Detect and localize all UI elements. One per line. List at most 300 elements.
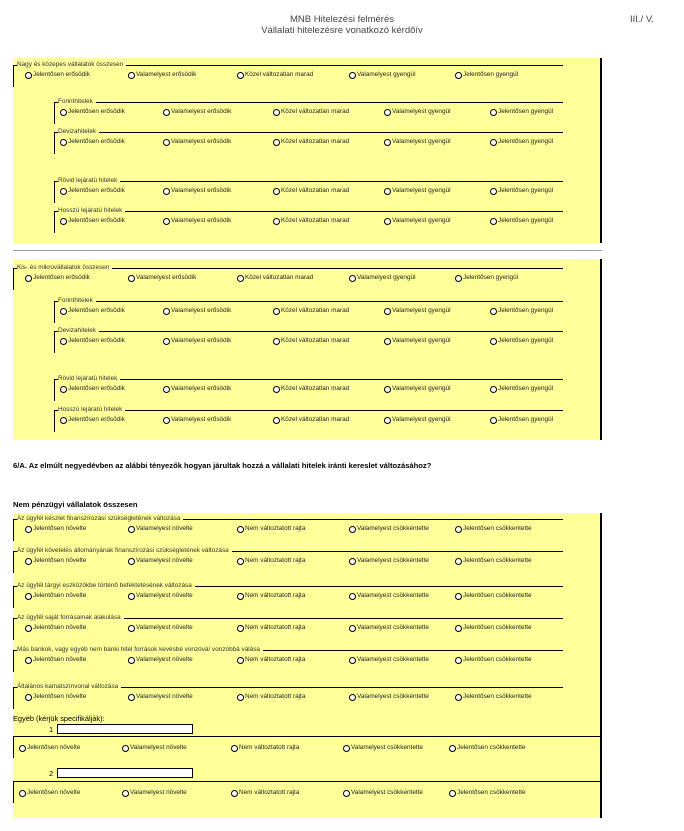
option-label: Valamelyest csökkentette: [357, 525, 429, 532]
group-title: Kis- és mikrovállalatok összesen: [17, 264, 112, 272]
option-label: Jelentősen csökkentette: [463, 557, 532, 564]
group-title: Hosszú lejáratú hitelek: [58, 207, 125, 215]
option-label: Nem változtatott rajta: [239, 744, 300, 751]
option-label: Valamelyest gyengül: [357, 71, 416, 78]
radio-options: [60, 385, 563, 395]
option-s2-sub4-3[interactable]: [273, 416, 349, 424]
option-label: Közel változatlan marad: [281, 385, 350, 392]
group-rule: [54, 379, 55, 401]
option-s2-sub4-4[interactable]: [384, 416, 451, 424]
option-label: Jelentősen gyengül: [498, 138, 554, 145]
radio-icon[interactable]: [163, 109, 170, 116]
option-s1-sub3-4[interactable]: [384, 187, 451, 195]
radio-icon[interactable]: [163, 218, 170, 225]
option-label: Valamelyest erősödik: [171, 385, 232, 392]
option-s2-sub2-2[interactable]: [163, 337, 231, 345]
option-label: Jelentősen csökkentette: [457, 744, 526, 751]
radio-icon[interactable]: [455, 558, 462, 565]
option-s2-sub2-4[interactable]: [384, 337, 451, 345]
option-s1-sub1-2[interactable]: [163, 108, 231, 116]
group-rule: [54, 379, 563, 380]
radio-icon[interactable]: [128, 526, 135, 533]
option-label: Valamelyest gyengül: [392, 108, 451, 115]
radio-icon[interactable]: [490, 417, 497, 424]
radio-options: [60, 307, 563, 317]
radio-icon[interactable]: [60, 338, 67, 345]
radio-icon[interactable]: [455, 657, 462, 664]
option-s1-sub1-1[interactable]: [60, 108, 125, 116]
radio-icon[interactable]: [237, 625, 244, 632]
option-s1-sub4-4[interactable]: [384, 217, 451, 225]
option-s2-sub4-5[interactable]: [490, 416, 553, 424]
radio-icon[interactable]: [273, 139, 280, 146]
radio-icon[interactable]: [455, 593, 462, 600]
option-s3-f6-1[interactable]: [25, 693, 86, 701]
radio-options: [60, 108, 563, 118]
option-s3-f3-3[interactable]: [237, 592, 305, 600]
radio-icon[interactable]: [231, 745, 238, 752]
option-s2-sub2-1[interactable]: [60, 337, 125, 345]
option-label: Valamelyest csökkentette: [357, 557, 429, 564]
option-s3-f5-3[interactable]: [237, 656, 305, 664]
option-label: Valamelyest növelte: [136, 693, 193, 700]
radio-icon[interactable]: [163, 338, 170, 345]
option-s1-sub4-5[interactable]: [490, 217, 553, 225]
question-group-s3-f2: [13, 547, 563, 573]
option-s1-sub1-5[interactable]: [490, 108, 553, 116]
option-label: Valamelyest növelte: [136, 624, 193, 631]
radio-icon[interactable]: [25, 275, 32, 282]
option-s1-main-2[interactable]: [128, 71, 196, 79]
separator: [13, 250, 602, 251]
option-label: Jelentősen gyengül: [498, 337, 554, 344]
question-group-s2-main: [13, 264, 563, 290]
radio-options: [60, 138, 563, 148]
radio-icon[interactable]: [163, 386, 170, 393]
option-label: Valamelyest erősödik: [171, 416, 232, 423]
option-other2-2[interactable]: [122, 789, 187, 797]
radio-icon[interactable]: [490, 188, 497, 195]
option-label: Valamelyest növelte: [136, 592, 193, 599]
radio-icon[interactable]: [19, 745, 26, 752]
radio-icon[interactable]: [273, 386, 280, 393]
page-number: III./ V.: [630, 14, 654, 25]
option-label: Valamelyest gyengül: [392, 337, 451, 344]
radio-icon[interactable]: [384, 139, 391, 146]
question-group-s2-sub2: [54, 327, 563, 353]
option-s1-main-3[interactable]: [237, 71, 313, 79]
option-s3-f3-4[interactable]: [349, 592, 429, 600]
question-group-s1-sub2: [54, 128, 563, 154]
option-other2-4[interactable]: [343, 789, 423, 797]
radio-icon[interactable]: [237, 275, 244, 282]
radio-icon[interactable]: [384, 109, 391, 116]
radio-icon[interactable]: [122, 745, 129, 752]
radio-icon[interactable]: [384, 188, 391, 195]
radio-icon[interactable]: [237, 694, 244, 701]
group-title: Általános kamatszínvonal változása: [17, 683, 121, 691]
radio-icon[interactable]: [60, 139, 67, 146]
option-s3-f6-3[interactable]: [237, 693, 305, 701]
radio-icon[interactable]: [60, 188, 67, 195]
option-label: Jelentősen erősödik: [68, 217, 125, 224]
option-s1-sub4-3[interactable]: [273, 217, 349, 225]
option-s3-f5-4[interactable]: [349, 656, 429, 664]
divider: [13, 781, 600, 782]
group-rule: [54, 132, 563, 133]
radio-icon[interactable]: [60, 386, 67, 393]
question-group-s2-sub1: [54, 297, 563, 323]
radio-options: [19, 789, 569, 799]
radio-icon[interactable]: [60, 417, 67, 424]
radio-icon[interactable]: [60, 218, 67, 225]
radio-icon[interactable]: [490, 139, 497, 146]
option-s2-sub3-5[interactable]: [490, 385, 553, 393]
option-other1-5[interactable]: [449, 744, 526, 752]
option-s2-sub1-5[interactable]: [490, 307, 553, 315]
option-s3-f4-3[interactable]: [237, 624, 305, 632]
option-s3-f2-2[interactable]: [128, 557, 193, 565]
radio-icon[interactable]: [273, 417, 280, 424]
radio-icon[interactable]: [273, 188, 280, 195]
option-label: Jelentősen növelte: [33, 693, 87, 700]
radio-icon[interactable]: [490, 308, 497, 315]
section-nonfinancial-title: Nem pénzügyi vállalatok összesen: [13, 500, 138, 509]
option-label: Valamelyest növelte: [136, 525, 193, 532]
question-6a: 6/A. Az elmúlt negyedévben az alábbi tényezők hogyan járultak hozzá a vállalati hitelek iránti kereslet változásához?: [13, 461, 432, 470]
option-other1-2[interactable]: [122, 744, 187, 752]
radio-icon[interactable]: [25, 72, 32, 79]
radio-icon[interactable]: [349, 593, 356, 600]
group-rule: [54, 301, 563, 302]
group-rule: [13, 618, 14, 640]
radio-icon[interactable]: [163, 139, 170, 146]
radio-options: [19, 624, 563, 634]
option-s3-f1-4[interactable]: [349, 525, 429, 533]
option-label: Valamelyest csökkentette: [351, 789, 423, 796]
option-s1-sub3-5[interactable]: [490, 187, 553, 195]
option-s3-f1-2[interactable]: [128, 525, 193, 533]
radio-icon[interactable]: [349, 72, 356, 79]
option-s3-f4-1[interactable]: [25, 624, 86, 632]
radio-icon[interactable]: [490, 109, 497, 116]
option-s3-f6-4[interactable]: [349, 693, 429, 701]
radio-icon[interactable]: [384, 338, 391, 345]
group-rule: [54, 331, 55, 353]
radio-options: [19, 71, 563, 81]
option-s1-main-5[interactable]: [455, 71, 518, 79]
radio-icon[interactable]: [449, 790, 456, 797]
radio-icon[interactable]: [237, 526, 244, 533]
option-s2-sub4-2[interactable]: [163, 416, 231, 424]
group-rule: [54, 211, 563, 212]
radio-icon[interactable]: [343, 790, 350, 797]
group-rule: [54, 331, 563, 332]
option-label: Jelentősen erősödik: [68, 337, 125, 344]
option-s3-f6-2[interactable]: [128, 693, 193, 701]
radio-icon[interactable]: [384, 417, 391, 424]
question-group-s2-sub3: [54, 375, 563, 401]
radio-icon[interactable]: [237, 558, 244, 565]
radio-icon[interactable]: [19, 790, 26, 797]
option-label: Közel változatlan marad: [281, 138, 350, 145]
radio-options: [19, 744, 569, 754]
option-label: Jelentősen gyengül: [463, 274, 519, 281]
radio-icon[interactable]: [273, 109, 280, 116]
option-s1-main-1[interactable]: [25, 71, 90, 79]
option-label: Nem változtatott rajta: [245, 624, 306, 631]
option-s1-sub2-3[interactable]: [273, 138, 349, 146]
group-rule: [13, 65, 14, 87]
option-label: Jelentősen erősödik: [68, 416, 125, 423]
radio-icon[interactable]: [384, 308, 391, 315]
option-s2-sub3-2[interactable]: [163, 385, 231, 393]
option-s2-sub1-2[interactable]: [163, 307, 231, 315]
radio-icon[interactable]: [349, 275, 356, 282]
question-group-s2-sub4: [54, 406, 563, 432]
radio-icon[interactable]: [163, 188, 170, 195]
option-label: Jelentősen erősödik: [68, 187, 125, 194]
other-item-number: 1: [49, 725, 54, 734]
divider: [13, 736, 14, 758]
option-s3-f1-1[interactable]: [25, 525, 86, 533]
option-s1-sub3-2[interactable]: [163, 187, 231, 195]
radio-icon[interactable]: [349, 526, 356, 533]
group-title: Forinthitelek: [58, 297, 96, 305]
radio-icon[interactable]: [60, 308, 67, 315]
option-s3-f5-5[interactable]: [455, 656, 532, 664]
group-rule: [13, 650, 14, 672]
group-title: Rövid lejáratú hitelek: [58, 375, 120, 383]
option-s3-f1-3[interactable]: [237, 525, 305, 533]
option-s3-f3-2[interactable]: [128, 592, 193, 600]
option-label: Jelentősen erősödik: [68, 307, 125, 314]
option-label: Valamelyest erősödik: [171, 337, 232, 344]
option-other1-4[interactable]: [343, 744, 423, 752]
group-title: Az ügyfél készlet finanszírozási szükségletének változása: [17, 515, 183, 523]
option-s3-f2-5[interactable]: [455, 557, 532, 565]
group-rule: [54, 102, 563, 103]
radio-options: [60, 337, 563, 347]
radio-icon[interactable]: [384, 218, 391, 225]
question-group-s1-sub4: [54, 207, 563, 233]
option-s3-f1-5[interactable]: [455, 525, 532, 533]
option-label: Valamelyest gyengül: [392, 307, 451, 314]
divider: [13, 781, 14, 803]
radio-icon[interactable]: [25, 657, 32, 664]
radio-icon[interactable]: [455, 625, 462, 632]
option-s3-f2-1[interactable]: [25, 557, 86, 565]
panel-edge: [600, 513, 602, 818]
radio-icon[interactable]: [490, 338, 497, 345]
radio-icon[interactable]: [128, 657, 135, 664]
group-rule: [13, 687, 14, 709]
option-s1-sub1-3[interactable]: [273, 108, 349, 116]
option-label: Közel változatlan marad: [245, 274, 314, 281]
option-label: Valamelyest növelte: [136, 656, 193, 663]
option-label: Jelentősen erősödik: [33, 274, 90, 281]
option-s2-sub3-3[interactable]: [273, 385, 349, 393]
option-s1-sub2-1[interactable]: [60, 138, 125, 146]
option-label: Nem változtatott rajta: [245, 656, 306, 663]
radio-options: [60, 187, 563, 197]
option-s2-sub3-4[interactable]: [384, 385, 451, 393]
radio-icon[interactable]: [25, 558, 32, 565]
group-rule: [54, 102, 55, 124]
group-title: Nagy és közepes vállalatok összesen: [17, 61, 126, 69]
radio-icon[interactable]: [60, 109, 67, 116]
option-label: Jelentősen erősödik: [33, 71, 90, 78]
option-label: Valamelyest gyengül: [392, 217, 451, 224]
option-label: Jelentősen gyengül: [498, 385, 554, 392]
radio-icon[interactable]: [128, 694, 135, 701]
option-s1-sub3-1[interactable]: [60, 187, 125, 195]
group-title: Az ügyfél követelés állományának finanszírozási szükségletének változása: [17, 547, 232, 555]
option-s2-main-5[interactable]: [455, 274, 518, 282]
option-s2-main-2[interactable]: [128, 274, 196, 282]
radio-icon[interactable]: [455, 275, 462, 282]
radio-icon[interactable]: [273, 338, 280, 345]
option-label: Jelentősen gyengül: [498, 217, 554, 224]
radio-icon[interactable]: [25, 694, 32, 701]
option-label: Jelentősen növelte: [33, 656, 87, 663]
radio-icon[interactable]: [384, 386, 391, 393]
question-group-s1-main: [13, 61, 563, 87]
option-s2-sub1-4[interactable]: [384, 307, 451, 315]
radio-icon[interactable]: [349, 625, 356, 632]
option-label: Valamelyest csökkentette: [357, 592, 429, 599]
option-s2-main-4[interactable]: [349, 274, 416, 282]
radio-icon[interactable]: [163, 308, 170, 315]
option-s2-sub2-5[interactable]: [490, 337, 553, 345]
radio-icon[interactable]: [163, 417, 170, 424]
radio-icon[interactable]: [237, 593, 244, 600]
radio-icon[interactable]: [25, 526, 32, 533]
option-s3-f3-5[interactable]: [455, 592, 532, 600]
question-group-s1-sub1: [54, 98, 563, 124]
radio-icon[interactable]: [455, 526, 462, 533]
survey-title: MNB Hitelezési felmérés Vállalati hitelezésre vonatkozó kérdőív: [261, 14, 423, 36]
option-s3-f4-4[interactable]: [349, 624, 429, 632]
option-s2-sub1-3[interactable]: [273, 307, 349, 315]
other-specify-input-2[interactable]: [57, 768, 193, 778]
option-s1-sub2-4[interactable]: [384, 138, 451, 146]
radio-icon[interactable]: [25, 593, 32, 600]
option-label: Valamelyest gyengül: [392, 187, 451, 194]
option-s1-sub2-2[interactable]: [163, 138, 231, 146]
group-rule: [13, 268, 14, 290]
option-other2-5[interactable]: [449, 789, 526, 797]
group-rule: [54, 181, 55, 203]
option-s3-f4-2[interactable]: [128, 624, 193, 632]
radio-icon[interactable]: [25, 625, 32, 632]
option-s1-main-4[interactable]: [349, 71, 416, 79]
option-label: Jelentősen gyengül: [498, 307, 554, 314]
option-s3-f2-4[interactable]: [349, 557, 429, 565]
radio-icon[interactable]: [122, 790, 129, 797]
other-specify-input-1[interactable]: [57, 724, 193, 734]
option-s2-sub2-3[interactable]: [273, 337, 349, 345]
option-other2-1[interactable]: [19, 789, 80, 797]
group-rule: [13, 586, 14, 608]
radio-icon[interactable]: [237, 657, 244, 664]
option-s3-f3-1[interactable]: [25, 592, 86, 600]
option-s3-f5-1[interactable]: [25, 656, 86, 664]
question-group-s1-sub3: [54, 177, 563, 203]
option-label: Jelentősen csökkentette: [463, 525, 532, 532]
option-other1-3[interactable]: [231, 744, 299, 752]
radio-icon[interactable]: [273, 218, 280, 225]
group-rule: [54, 132, 55, 154]
radio-icon[interactable]: [455, 694, 462, 701]
option-label: Közel változatlan marad: [281, 217, 350, 224]
radio-icon[interactable]: [128, 593, 135, 600]
radio-options: [19, 592, 563, 602]
radio-icon[interactable]: [349, 694, 356, 701]
radio-icon[interactable]: [237, 72, 244, 79]
option-label: Jelentősen csökkentette: [463, 624, 532, 631]
option-s2-sub1-1[interactable]: [60, 307, 125, 315]
radio-icon[interactable]: [128, 625, 135, 632]
option-s3-f5-2[interactable]: [128, 656, 193, 664]
option-s2-sub3-1[interactable]: [60, 385, 125, 393]
group-title: Forinthitelek: [58, 98, 96, 106]
option-label: Valamelyest csökkentette: [357, 693, 429, 700]
option-s1-sub2-5[interactable]: [490, 138, 553, 146]
option-label: Valamelyest erősödik: [136, 71, 197, 78]
option-label: Valamelyest gyengül: [392, 416, 451, 423]
divider: [13, 736, 600, 737]
option-label: Nem változtatott rajta: [245, 592, 306, 599]
radio-icon[interactable]: [273, 308, 280, 315]
option-label: Jelentősen csökkentette: [463, 693, 532, 700]
option-s3-f2-3[interactable]: [237, 557, 305, 565]
option-label: Jelentősen csökkentette: [463, 592, 532, 599]
option-other1-1[interactable]: [19, 744, 80, 752]
group-title: Rövid lejáratú hitelek: [58, 177, 120, 185]
option-label: Jelentősen növelte: [27, 789, 81, 796]
group-title: Devizahitelek: [58, 327, 99, 335]
radio-icon[interactable]: [349, 657, 356, 664]
option-s3-f6-5[interactable]: [455, 693, 532, 701]
option-s1-sub3-3[interactable]: [273, 187, 349, 195]
radio-icon[interactable]: [128, 275, 135, 282]
radio-icon[interactable]: [128, 558, 135, 565]
radio-icon[interactable]: [231, 790, 238, 797]
option-s1-sub1-4[interactable]: [384, 108, 451, 116]
radio-icon[interactable]: [449, 745, 456, 752]
option-s1-sub4-1[interactable]: [60, 217, 125, 225]
group-rule: [54, 181, 563, 182]
option-s2-main-3[interactable]: [237, 274, 313, 282]
option-s3-f4-5[interactable]: [455, 624, 532, 632]
option-s2-main-1[interactable]: [25, 274, 90, 282]
option-label: Közel változatlan marad: [281, 108, 350, 115]
option-s1-sub4-2[interactable]: [163, 217, 231, 225]
panel-edge: [600, 259, 602, 440]
radio-icon[interactable]: [349, 558, 356, 565]
radio-icon[interactable]: [128, 72, 135, 79]
radio-icon[interactable]: [455, 72, 462, 79]
option-label: Valamelyest gyengül: [357, 274, 416, 281]
radio-icon[interactable]: [490, 218, 497, 225]
option-other2-3[interactable]: [231, 789, 299, 797]
option-label: Valamelyest növelte: [136, 557, 193, 564]
radio-icon[interactable]: [490, 386, 497, 393]
radio-icon[interactable]: [343, 745, 350, 752]
option-s2-sub4-1[interactable]: [60, 416, 125, 424]
option-label: Jelentősen gyengül: [498, 416, 554, 423]
